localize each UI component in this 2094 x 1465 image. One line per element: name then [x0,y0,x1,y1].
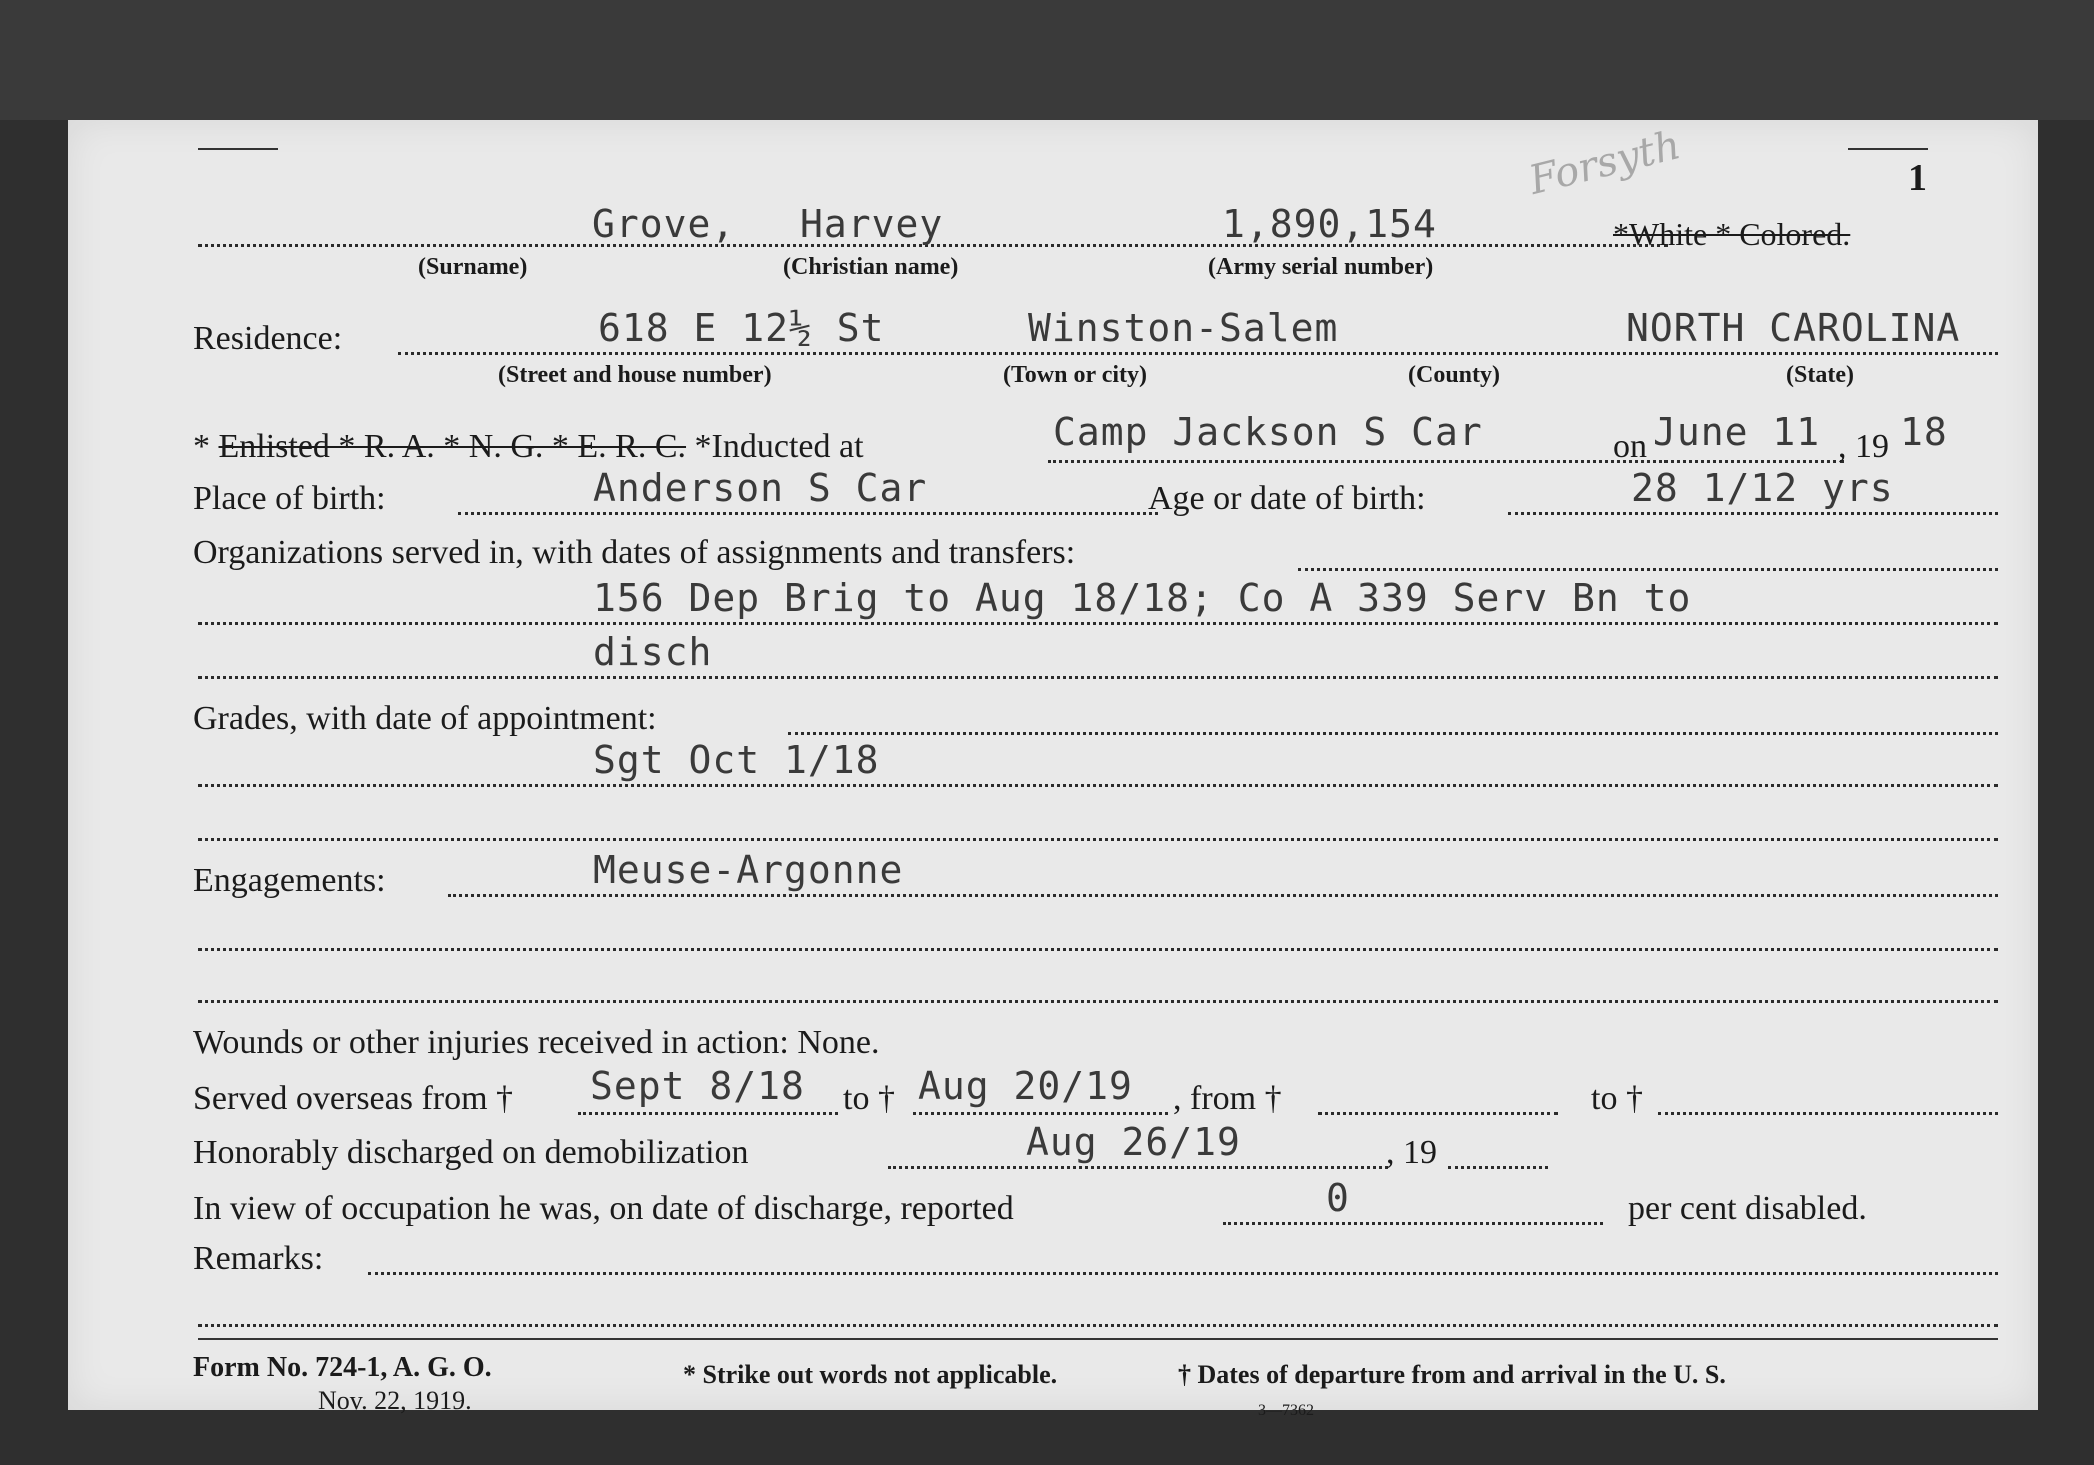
birthplace-line [458,512,1158,515]
overseas-from-line [578,1112,838,1115]
grades-line-0 [788,732,1998,735]
overseas-to2-line [1658,1112,1998,1115]
organizations-line-1 [198,622,1998,625]
enlisted-prefix: * [193,428,219,465]
christian-name-value: Harvey [800,202,944,246]
discharge-year-line [1448,1166,1548,1169]
overseas-from-value: Sept 8/18 [590,1064,805,1108]
age-label: Age or date of birth: [1148,480,1426,517]
organizations-label: Organizations served in, with dates of assignments and transfers: [193,534,1076,571]
wounds-label: Wounds or other injuries received in action: None. [193,1024,880,1061]
inducted-year-value: 18 [1900,410,1948,454]
disability-line [1223,1222,1603,1225]
year-prefix: , 19 [1838,428,1889,465]
enlisted-options-struck: Enlisted * R. A. * N. G. * E. R. C. [218,428,687,465]
print-code: 3—7362 [1258,1402,1314,1419]
street-label: (Street and house number) [498,362,772,388]
street-value: 618 E 12½ St [598,306,885,350]
enlistment-row [193,428,864,466]
grades-line-1 [198,784,1998,787]
organizations-line-0 [1298,568,1998,571]
engagements-line-0 [448,894,1998,897]
engagements-label: Engagements: [193,862,386,899]
on-label: on [1613,428,1647,465]
disability-value: 0 [1326,1176,1350,1220]
serial-number-value: 1,890,154 [1222,202,1437,246]
inducted-place-value: Camp Jackson S Car [1053,410,1483,454]
engagements-value: Meuse-Argonne [593,848,904,892]
birthplace-label: Place of birth: [193,480,386,517]
engagements-line-1 [198,948,1998,951]
form-number: Form No. 724-1, A. G. O. [193,1352,492,1383]
dates-note: † Dates of departure from and arrival in the U. S. [1178,1360,1726,1389]
discharge-year-label: , 19 [1386,1134,1437,1171]
organizations-line-2 [198,676,1998,679]
organizations-value-line1: 156 Dep Brig to Aug 18/18; Co A 339 Serv Bn to [593,576,1692,620]
birthplace-value: Anderson S Car [593,466,928,510]
state-value: NORTH CAROLINA [1626,306,1961,350]
state-label: (State) [1786,362,1854,388]
overseas-to-value: Aug 20/19 [918,1064,1133,1108]
handwritten-county-note: Forsyth [1524,122,1686,204]
grades-label: Grades, with date of appointment: [193,700,657,737]
inducted-label: *Inducted at [686,428,864,465]
discharge-label: Honorably discharged on demobilization [193,1134,749,1171]
race-white-struck: *White * Colored. [1613,216,1851,252]
overseas-to-line [913,1112,1168,1115]
overseas-from2-label: , from † [1173,1080,1282,1117]
serial-label: (Army serial number) [1208,254,1434,280]
grades-line-2 [198,838,1998,841]
christian-name-label: (Christian name) [783,254,959,280]
surname-value: Grove, [592,202,736,246]
age-value: 28 1/12 yrs [1631,466,1894,510]
background-band [0,0,2094,120]
service-record-card [68,120,2038,1419]
county-label: (County) [1408,362,1501,388]
engagements-line-2 [198,1000,1998,1003]
grades-value: Sgt Oct 1/18 [593,738,880,782]
footer-rule [198,1338,1998,1340]
race-options [1613,216,1850,253]
overseas-from2-line [1318,1112,1558,1115]
strike-out-note: * Strike out words not applicable. [683,1360,1058,1389]
top-right-rule [1848,148,1928,150]
surname-label: (Surname) [418,254,528,280]
card-number: 1 [1908,157,1927,199]
inducted-date-line [1664,460,1844,463]
town-label: (Town or city) [1003,362,1147,388]
overseas-to-label: to † [843,1080,895,1117]
top-left-rule [198,148,278,150]
inducted-line [1048,460,1698,463]
disability-label: In view of occupation he was, on date of discharge, reported [193,1190,1014,1227]
town-value: Winston-Salem [1028,306,1339,350]
inducted-date-value: June 11 [1653,410,1821,454]
remarks-label: Remarks: [193,1240,324,1277]
discharge-line [888,1166,1388,1169]
discharge-value: Aug 26/19 [1026,1120,1241,1164]
organizations-value-line2: disch [593,630,713,674]
remarks-line-0 [368,1272,1998,1275]
form-date: Nov. 22, 1919. [318,1386,472,1415]
residence-line [398,352,1998,355]
disability-suffix: per cent disabled. [1628,1190,1867,1227]
residence-label: Residence: [193,320,343,357]
age-line [1508,512,1998,515]
remarks-line-1 [198,1324,1998,1327]
overseas-label: Served overseas from † [193,1080,514,1117]
overseas-to2-label: to † [1591,1080,1643,1117]
